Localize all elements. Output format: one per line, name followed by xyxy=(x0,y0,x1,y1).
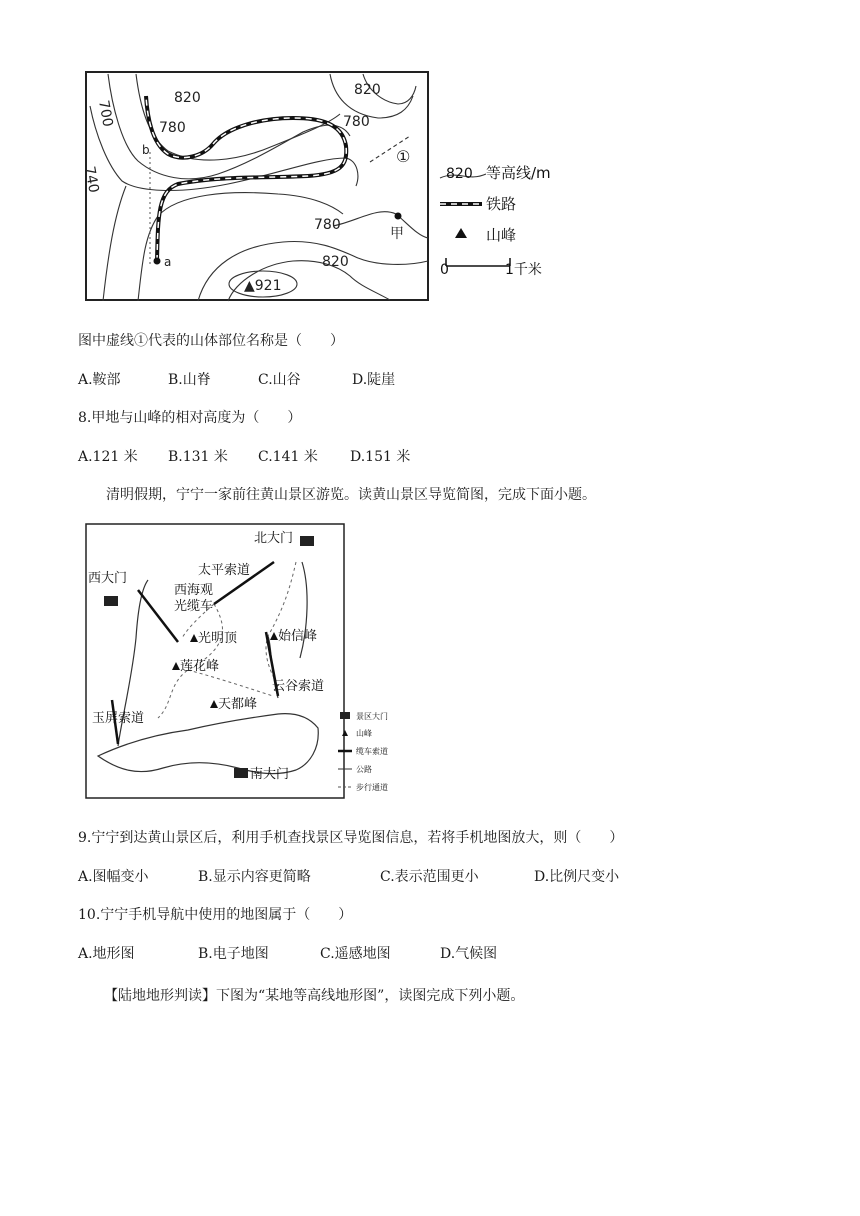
question-10-stem: 10.宁宁手机导航中使用的地图属于（ ） xyxy=(78,907,353,923)
legend-contour-label: 等高线/m xyxy=(486,164,551,182)
contour-label: 820 xyxy=(354,82,381,98)
circled-one-label: ① xyxy=(396,147,411,166)
point-a-label: a xyxy=(164,255,172,269)
contour-label: 820 xyxy=(322,254,349,270)
question-7-stem: 图中虚线①代表的山体部位名称是（ ） xyxy=(78,333,344,349)
q9-option-a[interactable]: A.图幅变小 xyxy=(78,869,149,885)
peak-icon xyxy=(172,662,180,670)
tiandu-label: 天都峰 xyxy=(218,697,258,712)
q8-option-d[interactable]: D.151 米 xyxy=(350,449,411,465)
contour-label: 820 xyxy=(174,90,201,106)
legend-railway-label: 铁路 xyxy=(486,195,517,213)
xihai-label-1: 西海观 xyxy=(174,583,214,598)
contour-label: 700 xyxy=(95,99,116,129)
yuping-label: 玉屏索道 xyxy=(92,711,145,726)
south-gate-label: 南大门 xyxy=(250,767,290,782)
q7-option-d[interactable]: D.陡崖 xyxy=(352,372,396,388)
gate-icon xyxy=(234,768,248,778)
map2-legend xyxy=(338,711,388,792)
yungu-label: 云谷索道 xyxy=(272,679,325,694)
legend-trail: 步行通道 xyxy=(356,783,388,792)
question-8-stem: 8.甲地与山峰的相对高度为（ ） xyxy=(78,410,302,426)
peak-921-label: ▲921 xyxy=(244,278,282,294)
point-jia-label: 甲 xyxy=(390,226,404,242)
q7-option-b[interactable]: B.山脊 xyxy=(168,372,211,388)
guangming-label: 光明顶 xyxy=(198,631,238,646)
q8-option-b[interactable]: B.131 米 xyxy=(168,449,228,465)
q9-option-c[interactable]: C.表示范围更小 xyxy=(380,869,479,885)
point-jia-dot xyxy=(395,213,402,220)
contour-map xyxy=(78,66,578,311)
map1-legend xyxy=(440,164,551,278)
q10-option-c[interactable]: C.遥感地图 xyxy=(320,946,391,962)
contour-label: 780 xyxy=(314,217,341,233)
contour-label: 740 xyxy=(81,165,102,195)
q7-option-c[interactable]: C.山谷 xyxy=(258,372,301,388)
legend-gate: 景区大门 xyxy=(356,712,388,721)
q7-option-a[interactable]: A.鞍部 xyxy=(78,372,121,388)
legend-peak-label: 山峰 xyxy=(486,226,517,244)
north-gate-label: 北大门 xyxy=(254,531,294,546)
legend-peak: 山峰 xyxy=(356,729,372,738)
scale-zero: 0 xyxy=(440,262,449,278)
q10-option-a[interactable]: A.地形图 xyxy=(78,946,135,962)
peak-icon xyxy=(270,632,278,640)
contour-label: 780 xyxy=(343,114,370,130)
gate-icon xyxy=(104,596,118,606)
taiping-label: 太平索道 xyxy=(198,563,251,578)
q8-option-a[interactable]: A.121 米 xyxy=(78,449,138,465)
xihai-label-2: 光缆车 xyxy=(174,599,214,614)
question-9-stem: 9.宁宁到达黄山景区后，利用手机查找景区导览图信息，若将手机地图放大，则（ ） xyxy=(78,830,624,846)
map-frame xyxy=(86,72,428,300)
gate-icon xyxy=(300,536,314,546)
peak-icon xyxy=(190,634,198,642)
west-gate-label: 西大门 xyxy=(88,571,128,586)
q10-option-b[interactable]: B.电子地图 xyxy=(198,946,269,962)
lianhua-label: 莲花峰 xyxy=(180,659,220,674)
peak-icon xyxy=(342,730,348,736)
intro-landform: 【陆地地形判读】下图为“某地等高线地形图”，读图完成下列小题。 xyxy=(104,988,525,1004)
q10-option-d[interactable]: D.气候图 xyxy=(440,946,498,962)
legend-cable: 缆车索道 xyxy=(356,747,388,756)
gate-icon xyxy=(340,712,350,719)
q8-option-c[interactable]: C.141 米 xyxy=(258,449,318,465)
contour-lines xyxy=(90,74,428,301)
intro-huangshan: 清明假期，宁宁一家前往黄山景区游览。读黄山景区导览简图，完成下面小题。 xyxy=(106,487,596,503)
legend-contour-sample: 820 xyxy=(446,166,473,182)
q9-option-b[interactable]: B.显示内容更简略 xyxy=(198,869,311,885)
scale-unit: 1千米 xyxy=(505,262,542,278)
huangshan-guide-map xyxy=(78,518,418,804)
point-a-dot xyxy=(154,258,161,265)
contour-label: 780 xyxy=(159,120,186,136)
peak-icon xyxy=(455,228,467,238)
peak-icon xyxy=(210,700,218,708)
q9-option-d[interactable]: D.比例尺变小 xyxy=(534,869,620,885)
shixin-label: 始信峰 xyxy=(278,629,318,644)
point-b-label: b xyxy=(142,143,150,157)
legend-road: 公路 xyxy=(356,765,372,774)
